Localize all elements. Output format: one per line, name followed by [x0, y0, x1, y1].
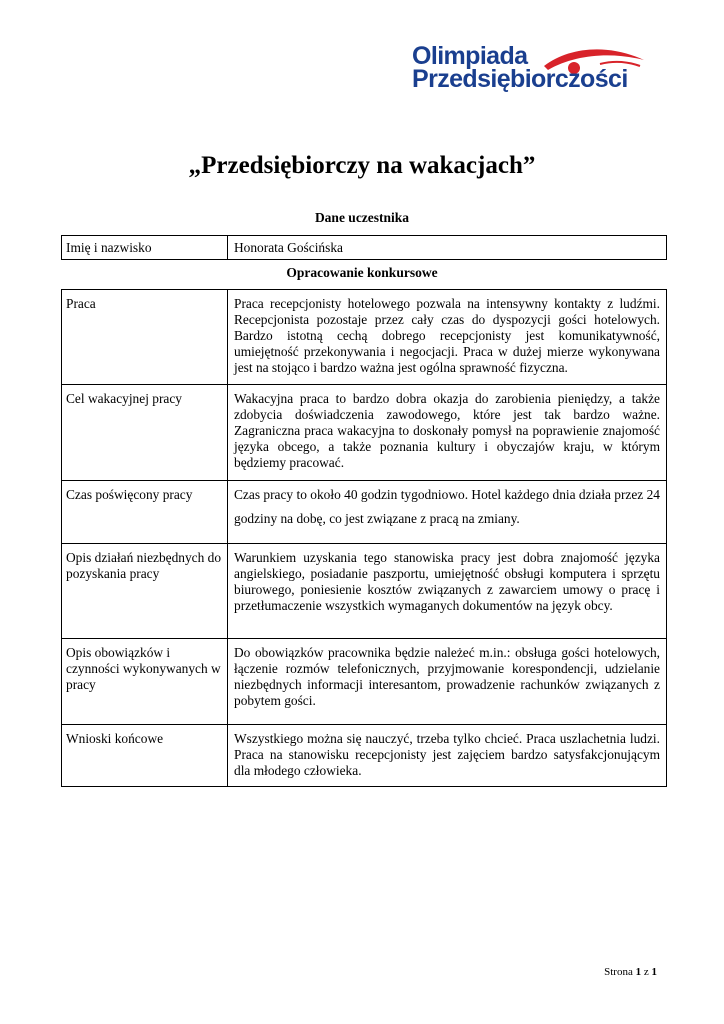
row-value: Wszystkiego można się nauczyć, trzeba tylko chcieć. Praca uszlachetnia ludzi. Praca na stanowisku recepcjonisty jest zajęciem bardzo satysfakcjonującym dla młodego człowieka. — [228, 725, 667, 787]
row-value: Warunkiem uzyskania tego stanowiska pracy jest dobra znajomość języka angielskiego, posiadanie paszportu, umiejętność obsługi komputera i sprzętu biurowego, poniesienie kosztów związanych z zawarciem umowy o pracę i przetłumaczenie wszystkich wymaganych dokumentów na język obcy. — [228, 544, 667, 639]
olimpiada-logo — [412, 40, 652, 100]
table-row — [62, 639, 667, 725]
table-row — [62, 725, 667, 787]
page-footer — [604, 966, 657, 978]
logo-line-1: Olimpiada — [412, 42, 528, 70]
page-total: 1 — [651, 966, 657, 978]
page-title: „Przedsiębiorczy na wakacjach” — [188, 152, 536, 179]
table-row — [62, 290, 667, 385]
row-label: Wnioski końcowe — [62, 725, 228, 787]
participant-heading: Dane uczestnika — [314, 210, 410, 225]
table-row — [62, 544, 667, 639]
row-label: Czas poświęcony pracy — [62, 481, 228, 544]
table-row — [62, 236, 667, 260]
participant-table — [61, 235, 667, 260]
table-row — [62, 481, 667, 544]
row-value-text: Czas pracy to około 40 godzin tygodniowo. Hotel każdego dnia działa przez 24 godziny na dobę, co jest związane z pracą na zmiany. — [234, 487, 660, 526]
name-label: Imię i nazwisko — [62, 236, 228, 260]
row-value: Praca recepcjonisty hotelowego pozwala na intensywny kontakty z ludźmi. Recepcjonista pozostaje przez cały czas do dyspozycji gości hotelowych. Bardzo istotną cechą dobrego recepcjonisty jest komunikatywność, umiejętność przekonywania i negocjacji. Praca w dużej mierze wykonywana jest na stojąco i bardzo ważna jest ogólna sprawność fizyczna. — [228, 290, 667, 385]
of-word: z — [643, 966, 649, 978]
row-value: Do obowiązków pracownika będzie należeć m.in.: obsługa gości hotelowych, łączenie rozmów telefonicznych, przyjmowanie korespondencji, udzielanie niezbędnych informacji interesantom, prowadzenie rachunków związanych z pobytem gości. — [228, 639, 667, 725]
page-word: Strona — [604, 966, 633, 978]
row-value — [228, 481, 667, 544]
row-label: Praca — [62, 290, 228, 385]
row-label: Opis obowiązków i czynności wykonywanych w pracy — [62, 639, 228, 725]
entry-heading: Opracowanie konkursowe — [286, 265, 438, 280]
row-label: Cel wakacyjnej pracy — [62, 385, 228, 481]
logo-line-2: Przedsiębiorczości — [412, 65, 628, 93]
entry-table — [61, 289, 667, 787]
row-value: Wakacyjna praca to bardzo dobra okazja do zarobienia pieniędzy, a także zdobycia doświadczenia zawodowego, które jest tak bardzo ważne. Zagraniczna praca wakacyjna to doskonały pomysł na poprawienie znajomość języka obcego, a także poznania kultury i obyczajów kraju, w którym będziemy pracować. — [228, 385, 667, 481]
row-label: Opis działań niezbędnych do pozyskania pracy — [62, 544, 228, 639]
name-value: Honorata Gościńska — [228, 236, 667, 260]
table-row — [62, 385, 667, 481]
page-current: 1 — [635, 966, 642, 978]
